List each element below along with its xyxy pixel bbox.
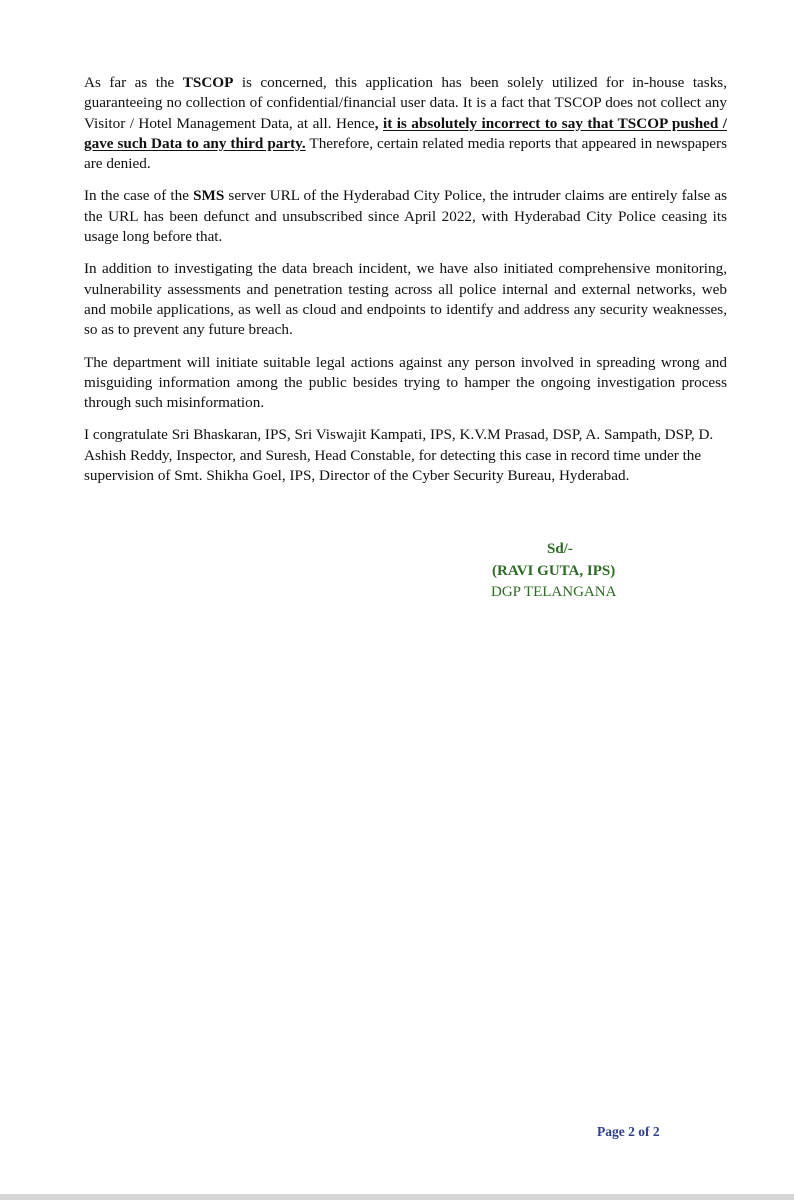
tscop-keyword: TSCOP [182,74,234,91]
signature-sd: Sd/- [547,541,573,557]
paragraph-congratulations: I congratulate Sri Bhaskaran, IPS, Sri Viswajit Kampati, IPS, K.V.M Prasad, DSP, A. Sampath, DSP, D. Ashish Reddy, Inspector, and Suresh, Head Constable, for detecting this case in record time under the supervision of Smt. Shikha Goel, IPS, Director of the Cyber Security Bureau, Hyderabad. [84,426,714,485]
page-number: Page 2 of 2 [597,1124,660,1139]
paragraph-sms-text-2: server URL of the Hyderabad City Police, the intruder claims are entirely false as the URL has been defunct and unsubscribed since April 2022, with Hyderabad City Police ceasing its usage long before that. [84,187,728,246]
paragraph-investigation: In addition to investigating the data breach incident, we have also initiated comprehensive monitoring, vulnerability assessments and penetration testing across all police internal and external networks, web and mobile applications, as well as cloud and endpoints to identify and address any security weaknesses, so as to prevent any future breach. [84,260,727,339]
paragraph-sms-text-1: In the case of the [84,187,194,205]
signature-block [488,539,688,604]
page-bottom-edge [0,1194,794,1200]
signatory-name: (RAVI GUTA, IPS) [492,562,616,579]
paragraph-tscop-comma: , [374,114,383,132]
paragraph-legal-action: The department will initiate suitable legal actions against any person involved in spreading wrong and misguiding information among the public besides trying to hamper the ongoing investigation process through such misinformation. [84,353,727,412]
paragraph-tscop-text-3: Therefore, certain related media reports that appeared in newspapers are denied. [84,134,728,173]
emphasized-denial: it is absolutely incorrect to say that TSCOP pushed / gave such Data to any third party. [84,114,727,152]
paragraph-tscop [84,73,727,174]
signatory-designation: DGP TELANGANA [491,584,617,600]
sms-keyword: SMS [193,187,225,205]
paragraph-tscop-text-1: As far as the [84,74,183,91]
document-body [84,73,727,498]
paragraph-sms [84,186,727,247]
paragraph-tscop-text-2: is concerned, this application has been solely utilized for in-house tasks, guaranteeing no collection of confidential/financial user data. It is a fact that TSCOP does not collect any Visitor / Hotel Management Data, at all. Hence [84,74,727,132]
